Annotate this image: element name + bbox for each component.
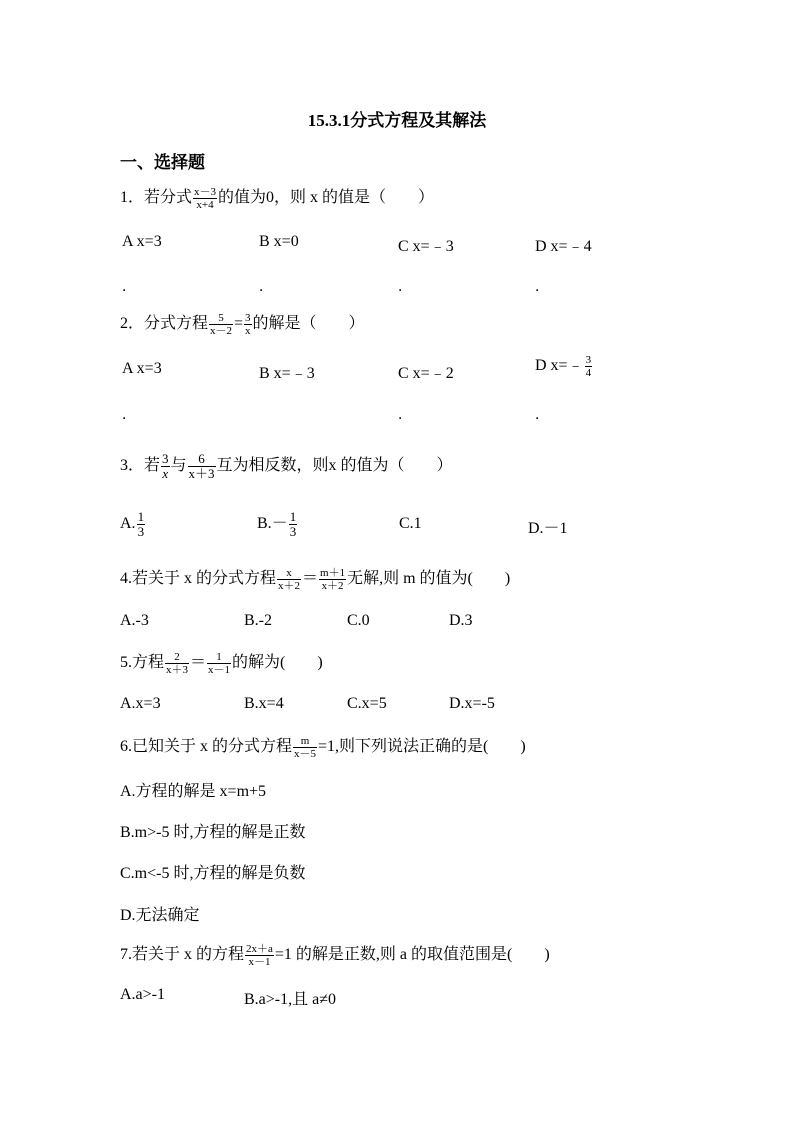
q1-option-c[interactable]: C x=﹣3: [398, 238, 454, 255]
q5-option-b[interactable]: B.x=4: [244, 695, 284, 712]
q5-f2-numerator: 1: [207, 651, 231, 664]
q3-b-denominator: 3: [289, 524, 297, 539]
q5-suffix: 的解为( ): [232, 654, 323, 672]
q6-option-d[interactable]: D.无法确定: [120, 907, 200, 924]
q5-f1-denominator: x＋3: [166, 664, 189, 676]
q2-f2-numerator: 3: [245, 312, 251, 324]
q5-f1-numerator: 2: [165, 651, 189, 664]
q3-option-a[interactable]: [120, 510, 146, 539]
q1-option-a[interactable]: A x=3: [122, 233, 162, 250]
q6-suffix: =1,则下列说法正确的是( ): [318, 738, 526, 756]
q1-prefix: 1．若分式: [120, 189, 193, 207]
q1-dot-a: ．: [122, 280, 136, 295]
q2-f2-denominator: x: [245, 325, 251, 337]
q7-denominator: x－1: [248, 956, 271, 968]
q2-f1-numerator: 5: [209, 312, 233, 325]
q6-option-c[interactable]: C.m<-5 时,方程的解是负数: [120, 865, 306, 882]
q3-f2-numerator: 6: [188, 452, 216, 467]
q7-option-a[interactable]: A.a>-1: [120, 986, 166, 1003]
q4-prefix: 4.若关于 x 的分式方程: [120, 570, 277, 588]
q4-f1-numerator: x: [277, 567, 301, 580]
q3-a-denominator: 3: [137, 524, 145, 539]
q5-fraction-1: [165, 651, 189, 676]
question-2: [120, 312, 365, 337]
q1-suffix: 的值为0，则 x 的值是（ ）: [218, 189, 435, 207]
q4-equals: ＝: [302, 570, 319, 588]
q3-b-numerator: 1: [289, 509, 297, 524]
q2-dot-d: ．: [535, 408, 549, 423]
q3-option-d[interactable]: D.－1: [528, 520, 568, 537]
question-6: [120, 735, 526, 760]
q5-equals: ＝: [190, 654, 207, 672]
q6-prefix: 6.已知关于 x 的分式方程: [120, 738, 293, 756]
question-1: [120, 186, 434, 211]
q2-f1-denominator: x－2: [210, 325, 233, 337]
q5-option-d[interactable]: D.x=-5: [449, 695, 495, 712]
q4-fraction-2: [319, 567, 346, 592]
q4-f2-denominator: x＋2: [321, 580, 344, 592]
q6-option-a[interactable]: A.方程的解是 x=m+5: [120, 783, 267, 800]
q3-option-c[interactable]: C.1: [399, 515, 422, 532]
q3-a-numerator: 1: [137, 509, 145, 524]
q2-prefix: 2．分式方程: [120, 315, 209, 333]
q2-fraction-2: [244, 312, 252, 337]
q1-fraction: [193, 186, 217, 211]
q4-f2-numerator: m＋1: [320, 567, 346, 579]
q4-suffix: 无解,则 m 的值为( ): [347, 570, 511, 588]
q1-option-d[interactable]: D x=﹣4: [535, 238, 592, 255]
q3-f1-denominator: x: [162, 466, 169, 481]
q4-f1-denominator: x＋2: [278, 580, 301, 592]
q7-numerator: 2x＋a: [246, 943, 273, 955]
page-title: 15.3.1分式方程及其解法: [307, 111, 487, 130]
q2-d-denominator: 4: [585, 366, 592, 379]
q7-prefix: 7.若关于 x 的方程: [120, 946, 245, 964]
question-3: [120, 452, 453, 481]
question-4: [120, 567, 510, 592]
q3-option-b-label: B.－: [257, 515, 288, 533]
q2-option-d-fraction: [585, 354, 593, 379]
q7-option-b[interactable]: B.a>-1,且 a≠0: [244, 991, 337, 1008]
q2-option-d[interactable]: [535, 352, 593, 379]
q6-denominator: x－5: [294, 748, 317, 760]
q3-option-a-label: A.: [120, 515, 136, 533]
q4-fraction-1: [277, 567, 301, 592]
q2-suffix: 的解是（ ）: [252, 315, 365, 333]
q3-option-b[interactable]: [257, 510, 298, 539]
q3-fraction-1: [161, 452, 170, 481]
q3-suffix: 互为相反数，则x 的值为（ ）: [216, 457, 453, 475]
q1-dot-d: ．: [535, 280, 549, 295]
q2-d-numerator: 3: [585, 353, 592, 366]
q7-fraction: [245, 943, 274, 968]
q2-option-c[interactable]: C x=﹣2: [398, 365, 454, 382]
q3-fraction-2: [188, 452, 216, 481]
q3-prefix: 3．若: [120, 457, 161, 475]
q2-dot-a: ．: [122, 408, 136, 423]
question-7: [120, 943, 550, 968]
q5-f2-denominator: x－1: [208, 664, 231, 676]
q2-dot-c: ．: [398, 408, 412, 423]
q2-option-d-label: D x=﹣: [535, 357, 584, 374]
q3-middle: 与: [170, 457, 187, 475]
q2-option-b[interactable]: B x=﹣3: [259, 365, 315, 382]
q1-frac-denominator: x+4: [196, 199, 214, 211]
q4-option-c[interactable]: C.0: [347, 612, 370, 629]
q6-option-b[interactable]: B.m>-5 时,方程的解是正数: [120, 824, 306, 841]
q3-f1-numerator: 3: [162, 451, 169, 466]
q6-fraction: [293, 735, 317, 760]
q5-prefix: 5.方程: [120, 654, 165, 672]
q4-option-a[interactable]: A.-3: [120, 612, 149, 629]
q1-frac-numerator: x－3: [194, 186, 217, 198]
q1-option-b[interactable]: B x=0: [259, 233, 299, 250]
q5-fraction-2: [207, 651, 231, 676]
q2-option-a[interactable]: A x=3: [122, 360, 162, 377]
q2-fraction-1: [209, 312, 233, 337]
q2-equals: =: [234, 315, 244, 333]
q1-dot-c: ．: [398, 280, 412, 295]
q3-option-b-fraction: [289, 510, 298, 539]
q7-suffix: =1 的解是正数,则 a 的取值范围是( ): [274, 946, 550, 964]
q6-numerator: m: [293, 735, 317, 748]
q1-dot-b: ．: [259, 280, 273, 295]
question-5: [120, 651, 323, 676]
q5-option-a[interactable]: A.x=3: [120, 695, 161, 712]
q4-option-d[interactable]: D.3: [449, 612, 473, 629]
q3-option-a-fraction: [137, 510, 146, 539]
q3-f2-denominator: x＋3: [188, 466, 215, 481]
q4-option-b[interactable]: B.-2: [244, 612, 272, 629]
q5-option-c[interactable]: C.x=5: [347, 695, 387, 712]
section-heading: 一、选择题: [120, 153, 205, 172]
